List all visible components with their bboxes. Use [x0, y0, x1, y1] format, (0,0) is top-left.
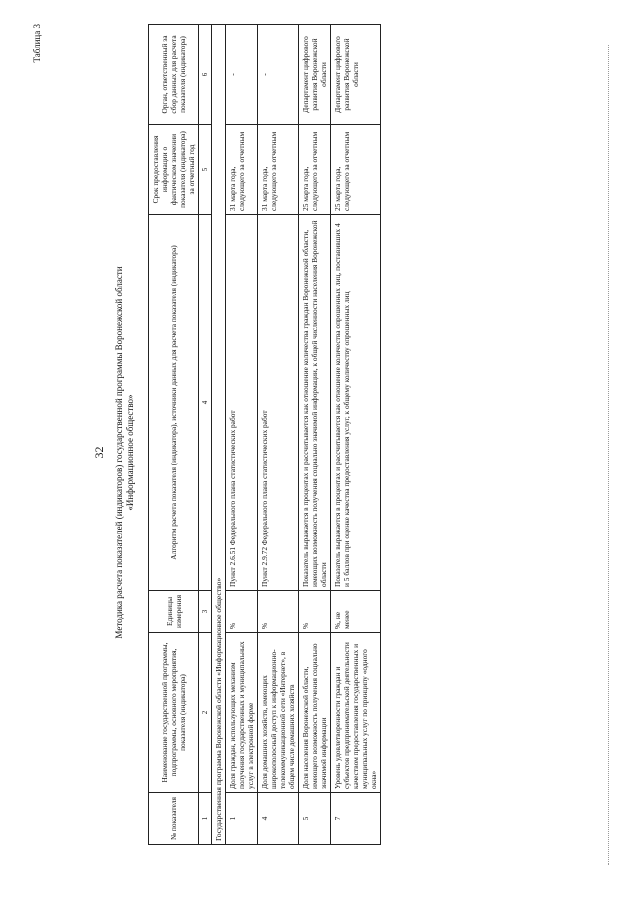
page-number: 32	[92, 446, 106, 459]
row-algorithm: Показатель выражается в процентах и рассчитывается как отношение количества опрошенных лиц, поставивших 4 и 5 баллов при оценке качества предоставления услуг, к общему количеству опрошенных лиц	[331, 215, 381, 591]
section-row	[212, 25, 226, 845]
indicators-table	[148, 24, 381, 845]
col-number: 2	[199, 633, 212, 793]
row-name: Доля населения Воронежской области, имеющего возможность получения социально значимой информации	[299, 633, 331, 793]
row-number: 4	[258, 793, 299, 845]
col-header-name: Наименование государственной программы, подпрограммы, основного мероприятия, показателя (индикатора)	[149, 633, 199, 793]
col-number: 6	[199, 25, 212, 125]
row-deadline: 25 марта года, следующего за отчетным	[299, 125, 331, 215]
scan-edge-line	[608, 45, 609, 865]
table-row	[258, 25, 299, 845]
table-row	[226, 25, 258, 845]
row-name: Доля граждан, использующих механизм получения государственных и муниципальных услуг в электронной форме	[226, 633, 258, 793]
row-algorithm: Пункт 2.9.72 Федерального плана статистических работ	[258, 215, 299, 591]
row-algorithm: Пункт 2.6.51 Федерального плана статистических работ	[226, 215, 258, 591]
col-number: 4	[199, 215, 212, 591]
col-number: 5	[199, 125, 212, 215]
column-number-row	[199, 25, 212, 845]
row-unit: %	[299, 591, 331, 633]
title-line-1: Методика расчета показателей (индикаторов) государственной программы Воронежской области	[114, 266, 124, 639]
row-name: Доля домашних хозяйств, имеющих широкополосный доступ к информационно-телекоммуникационной сети «Интернет», в общем числе домашних хозяйств	[258, 633, 299, 793]
table-row	[331, 25, 381, 845]
row-algorithm: Показатель выражается в процентах и рассчитывается как отношение количества граждан Воронежской области, имеющих возможность получения социально значимой информации, к общей численности населения Воронежской области	[299, 215, 331, 591]
table-row	[299, 25, 331, 845]
section-label: Государственная программа Воронежской области «Информационное общество»	[212, 25, 226, 845]
col-header-responsible: Орган, ответственный за сбор данных для расчета показателя (индикатора)	[149, 25, 199, 125]
col-header-algorithm: Алгоритм расчета показателя (индикатора), источники данных для расчета показателя (индикатора)	[149, 215, 199, 591]
table-label: Таблица 3	[32, 24, 42, 63]
document-title	[114, 0, 136, 905]
row-number: 5	[299, 793, 331, 845]
table-header-row	[149, 25, 199, 845]
col-header-deadline: Срок предоставления информации о фактическом значении показателя (индикатора) за отчетный год	[149, 125, 199, 215]
col-header-number: № показателя	[149, 793, 199, 845]
row-name: Уровень удовлетворенности граждан и субъектов предпринимательской деятельности качеством предоставления государственных и муниципальных услуг по принципу «одного окна»	[331, 633, 381, 793]
row-number: 1	[226, 793, 258, 845]
col-number: 1	[199, 793, 212, 845]
row-responsible: Департамент цифрового развития Воронежской области	[299, 25, 331, 125]
row-deadline: 31 марта года, следующего за отчетным	[258, 125, 299, 215]
row-responsible: Департамент цифрового развития Воронежской области	[331, 25, 381, 125]
row-number: 7	[331, 793, 381, 845]
row-responsible: -	[226, 25, 258, 125]
col-number: 3	[199, 591, 212, 633]
row-unit: %	[226, 591, 258, 633]
row-unit: %, не менее	[331, 591, 381, 633]
row-unit: %	[258, 591, 299, 633]
col-header-unit: Единицы измерения	[149, 591, 199, 633]
row-deadline: 25 марта года, следующего за отчетным	[331, 125, 381, 215]
title-line-2: «Информационное общество»	[125, 394, 135, 511]
row-deadline: 31 марта года, следующего за отчетным	[226, 125, 258, 215]
row-responsible: -	[258, 25, 299, 125]
